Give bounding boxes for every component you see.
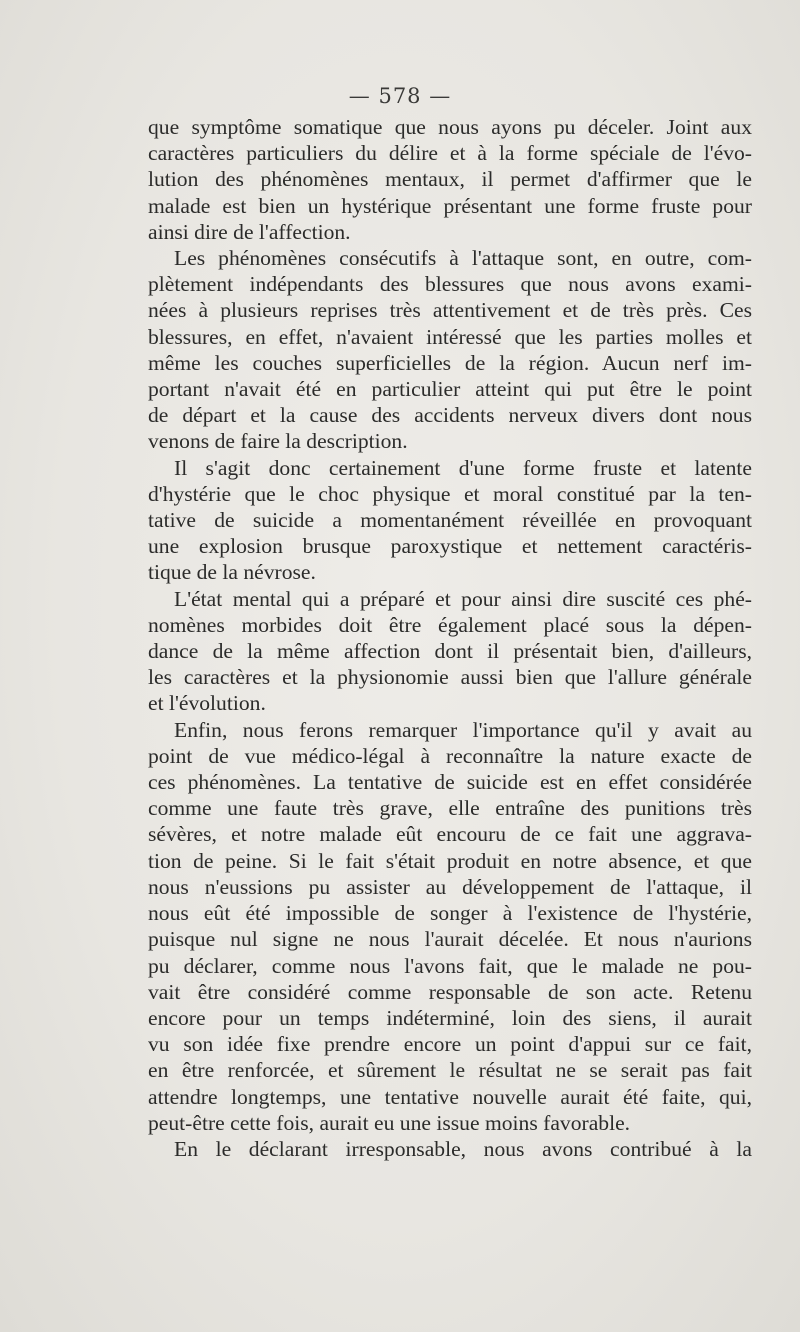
- text-line: attendre longtemps, une tentative nouvelle aurait été faite, qui,: [148, 1084, 752, 1109]
- text-line: encore pour un temps indéterminé, loin des siens, il aurait: [148, 1005, 752, 1030]
- text-line: d'hystérie que le choc physique et moral constitué par la ten-: [148, 481, 752, 506]
- text-line: et l'évolution.: [148, 691, 266, 716]
- text-line: une explosion brusque paroxystique et nettement caractéris-: [148, 534, 752, 559]
- text-line: ainsi dire de l'affection.: [148, 219, 351, 244]
- text-line: de départ et la cause des accidents nerveux divers dont nous: [148, 403, 752, 428]
- text-line: tative de suicide a momentanément réveillée en provoquant: [148, 508, 752, 533]
- text-line: vait être considéré comme responsable de son acte. Retenu: [148, 979, 752, 1004]
- text-line: tique de la névrose.: [148, 560, 316, 585]
- text-line: Enfin, nous ferons remarquer l'importance qu'il y avait au: [174, 717, 752, 742]
- text-line: malade est bien un hystérique présentant une forme fruste pour: [148, 193, 752, 218]
- text-line: pu déclarer, comme nous l'avons fait, que le malade ne pou-: [148, 953, 752, 978]
- text-line: nous eût été impossible de songer à l'existence de l'hystérie,: [148, 901, 752, 926]
- text-line: tion de peine. Si le fait s'était produit en notre absence, et que: [148, 848, 752, 873]
- text-line: vu son idée fixe prendre encore un point d'appui sur ce fait,: [148, 1032, 752, 1057]
- text-line: nomènes morbides doit être également placé sous la dépen-: [148, 612, 752, 637]
- text-line: En le déclarant irresponsable, nous avons contribué à la: [174, 1136, 752, 1161]
- body-text: [148, 114, 752, 1162]
- text-line: blessures, en effet, n'avaient intéressé que les parties molles et: [148, 324, 752, 349]
- text-line: portant n'avait été en particulier atteint qui put être le point: [148, 377, 752, 402]
- text-line: en être renforcée, et sûrement le résultat ne se serait pas fait: [148, 1058, 752, 1083]
- text-line: L'état mental qui a préparé et pour ainsi dire suscité ces phé-: [174, 586, 752, 611]
- text-line: dance de la même affection dont il présentait bien, d'ailleurs,: [148, 639, 752, 664]
- text-line: puisque nul signe ne nous l'aurait décelée. Et nous n'aurions: [148, 927, 752, 952]
- text-line: Les phénomènes consécutifs à l'attaque sont, en outre, com-: [174, 246, 752, 271]
- text-line: peut-être cette fois, aurait eu une issue moins favorable.: [148, 1110, 631, 1135]
- text-line: Il s'agit donc certainement d'une forme fruste et latente: [174, 455, 752, 480]
- page-number: — 578 —: [348, 84, 452, 108]
- text-line: venons de faire la description.: [148, 429, 408, 454]
- text-line: lution des phénomènes mentaux, il permet d'affirmer que le: [148, 167, 752, 192]
- text-line: ces phénomènes. La tentative de suicide est en effet considérée: [148, 770, 752, 795]
- text-line: comme une faute très grave, elle entraîne des punitions très: [148, 796, 752, 821]
- text-line: nous n'eussions pu assister au développement de l'attaque, il: [148, 874, 752, 899]
- text-line: que symptôme somatique que nous ayons pu déceler. Joint aux: [148, 115, 752, 139]
- text-line: nées à plusieurs reprises très attentivement et de très près. Ces: [148, 298, 752, 323]
- text-line: les caractères et la physionomie aussi bien que l'allure générale: [148, 665, 752, 690]
- text-line: point de vue médico-légal à reconnaître la nature exacte de: [148, 743, 752, 768]
- text-line: sévères, et notre malade eût encouru de ce fait une aggrava-: [148, 822, 752, 847]
- text-line: plètement indépendants des blessures que nous avons exami-: [148, 272, 752, 297]
- text-line: même les couches superficielles de la région. Aucun nerf im-: [148, 350, 752, 375]
- text-line: caractères particuliers du délire et à la forme spéciale de l'évo-: [148, 141, 752, 166]
